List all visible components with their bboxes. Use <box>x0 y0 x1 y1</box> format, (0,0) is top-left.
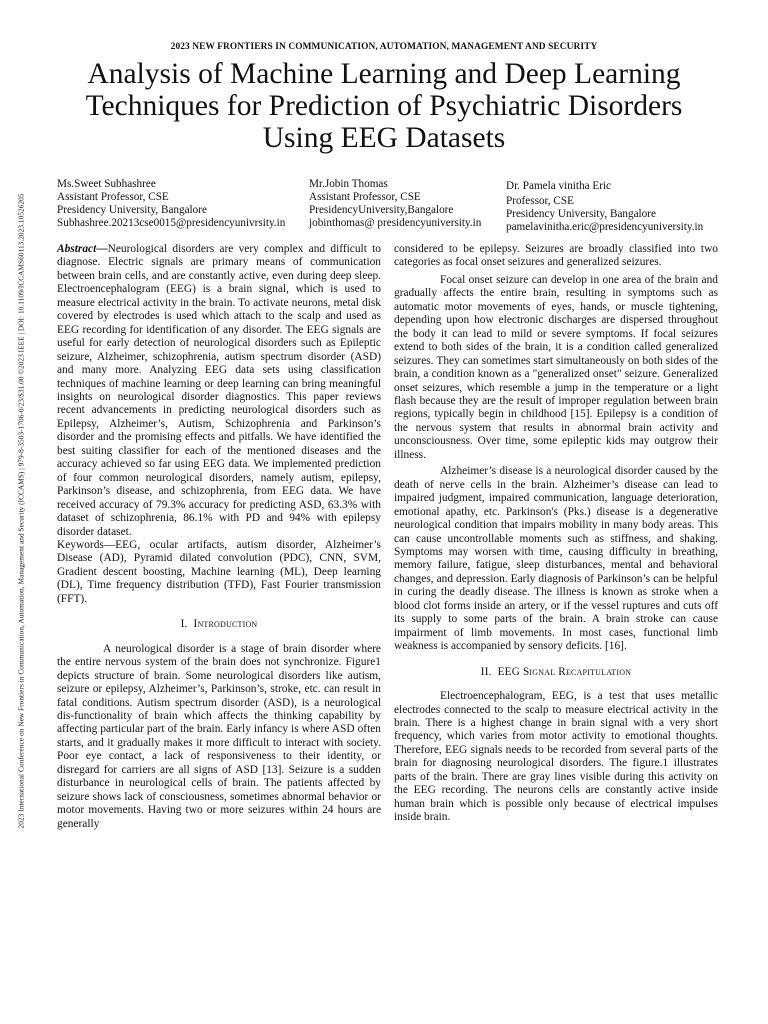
conference-header: 2023 NEW FRONTIERS IN COMMUNICATION, AUTOMATION, MANAGEMENT AND SECURITY <box>170 42 598 52</box>
author-affiliation: PresidencyUniversity,Bangalore <box>309 204 454 216</box>
alzheimer-paragraph: Alzheimer’s disease is a neurological disorder caused by the death of nerve cells in the brain. Alzheimer’s disease can lead to impaired judgment, impaired communication, language deterioration, emotional apathy, etc. Parkinson's (Pks.) disease is a degenerative neurological condition that impairs mobility in many body areas. This can cause uncontrollable moments such as stiffness, and shaking. Symptoms may worsen with time, causing difficulty in breathing, memory failure, fatigue, sleep disturbances, mental and behavioral changes, and depression. Early diagnosis of Parkinson’s can be helpful in curing the deadly disease. The illness is known as stroke when a blood clot forms inside an artery, or if the vessel ruptures and cuts off its supply to some parts of the brain. A brain stroke can cause impairment of limb movements. In most cases, functional limb weakness is accompanied by sensory deficits. [16]. <box>394 465 718 653</box>
focal-seizure-paragraph: Focal onset seizure can develop in one area of the brain and gradually affects the entire brain, resulting in symptoms such as automatic motor movements of eyes, hands, or muscle tightening, depending upon how electronic discharges are dispersed throughout the body it can lead to mild or severe symptoms. If focal seizures extend to both sides of the brain, it is a condition called generalized seizures. They can sometimes start simultaneously on both sides of the brain, a condition known as a "generalized onset" seizure. Generalized onset seizures, which resemble a jump in the temperature or a light flash because they are the result of improper regulation between brain regions, typically begin in childhood [15]. Epilepsy is a condition of the nervous system that results in abnormal brain activity and unconsciousness. Over time, some epileptic kids may outgrow their illness. <box>394 273 718 461</box>
abstract-text: Neurological disorders are very complex and difficult to diagnose. Electric signals are primary means of communication between brain cells, and are constantly active, even during deep sleep. Electroencephalogram (EEG) is a brain signal, which is used to measure electrical activity in the brain. To activate neurons, metal disk covered by electrodes is used which attach to the scalp and used as EEG recording for identification of any disorder. The EEG signals are useful for early detection of neurological disorders such as Epileptic seizure, Alzheimer, schizophrenia, autism spectrum disorder (ASD) and many more. Analyzing EEG data sets using classification techniques of machine learning or deep learning can bring meaningful insights on neurological disorder diagnostics. This paper reviews recent advancements in predicting neurological disorders such as Epilepsy, Alzheimer’s, Autism, Schizophrenia and Parkinson’s disorder and the promising effects and pitfalls. We have identified the best suiting classifier for each of the mentioned diseases and the accuracy achieved so far using EEG data. We implemented prediction of four common neurological disorders, namely autism, epilepsy, Parkinson’s disease, and schizophrenia, from EEG data. We have received accuracy of 79.3% accuracy for predicting ASD, 63.3% with dataset of schizophrenia, 86.1% with PD and 94% with epilepsy disorder dataset. <box>57 243 381 538</box>
author-block-1 <box>57 178 285 230</box>
author-block-3 <box>506 180 703 234</box>
section-heading-introduction <box>57 618 381 631</box>
left-column <box>57 243 381 831</box>
author-name: Mr.Jobin Thomas <box>309 178 388 190</box>
keywords-paragraph: Keywords—EEG, ocular artifacts, autism disorder, Alzheimer’s Disease (AD), Pyramid dilated convolution (PDC), CNN, SVM, Gradient descent boosting, Machine learning (ML), Deep learning (DL), Time frequency distribution (TFD), Fast Fourier transmission (FFT). <box>57 538 381 605</box>
section-heading-eeg <box>394 666 718 679</box>
section-number: I. <box>180 618 188 631</box>
section-title: Introduction <box>193 618 258 631</box>
author-email: pamelavinitha.eric@presidencyuniversity.in <box>506 221 704 233</box>
eeg-paragraph: Electroencephalogram, EEG, is a test that uses metallic electrodes connected to the scalp to measure electrical activity in the brain. There is a highest change in brain signal with a very short frequency, which varies from motor activity to emotional thoughts. Therefore, EEG signals needs to be recorded from several parts of the brain for diagnosing neurological disorders. The figure.1 illustrates parts of the brain. There are gray lines visible during this activity on the EEG recording. The neurons cells are constantly active inside human brain which is possible only because of electrical impulses inside brain. <box>394 690 718 824</box>
author-affiliation: Presidency University, Bangalore <box>57 204 207 216</box>
author-affiliation: Presidency University, Bangalore <box>506 208 656 220</box>
continuation-paragraph: considered to be epilepsy. Seizures are broadly classified into two categories as focal onset seizures and generalized seizures. <box>394 243 718 269</box>
intro-paragraph: A neurological disorder is a stage of brain disorder where the entire nervous system of the brain does not synchronize. Figure1 depicts structure of brain. Some neurological disorders like autism, seizure or epilepsy, Alzheimer’s, Parkinson’s, stroke, etc. can result in fatal conditions. Autism spectrum disorder (ASD), is a neurological dis-functionality of brain which affects the thinking capability by affecting particular part of the brain. Early infancy is where ASD often starts, and it gradually makes it more difficult to interact with society. Poor eye contact, a lack of responsiveness to their identity, or disregard for carriers are all signs of ASD [13]. Seizure is a sudden disturbance in neurological cells of brain. The patients affected by seizure shows lack of consciousness, sometimes abnormal behavior or motor movements. Having two or more seizures within 24 hours are generally <box>57 642 381 830</box>
author-role: Professor, CSE <box>506 195 574 207</box>
author-name: Ms.Sweet Subhashree <box>57 178 156 190</box>
author-name: Dr. Pamela vinitha Eric <box>506 180 612 192</box>
section-number: II. <box>480 665 492 678</box>
author-role: Assistant Professor, CSE <box>309 191 421 203</box>
abstract-label: Abstract <box>57 243 97 255</box>
author-email: jobinthomas@ presidencyuniversity.in <box>309 217 482 229</box>
right-column <box>394 243 718 825</box>
author-email: Subhashree.20213cse0015@presidencyunivrsity.in <box>57 217 286 229</box>
abstract-dash: — <box>96 243 108 255</box>
doi-citation: 2023 International Conference on New Frontiers in Communication, Automation, Management and Security (ICCAMS) | 979-8-3503-1706-0/23/$31.00 ©2023 IEEE | DOI: 10.1109/ICCAMS60113.2023.10526205 <box>16 193 26 829</box>
author-block-2 <box>309 178 481 230</box>
publication-sidebar <box>13 96 29 926</box>
author-role: Assistant Professor, CSE <box>57 191 169 203</box>
section-title: EEG Signal Recapitulation <box>497 665 632 678</box>
abstract-paragraph <box>57 243 381 539</box>
paper-title: Analysis of Machine Learning and Deep Learning Techniques for Prediction of Psychiatric Disorders Using EEG Datasets <box>85 58 683 154</box>
